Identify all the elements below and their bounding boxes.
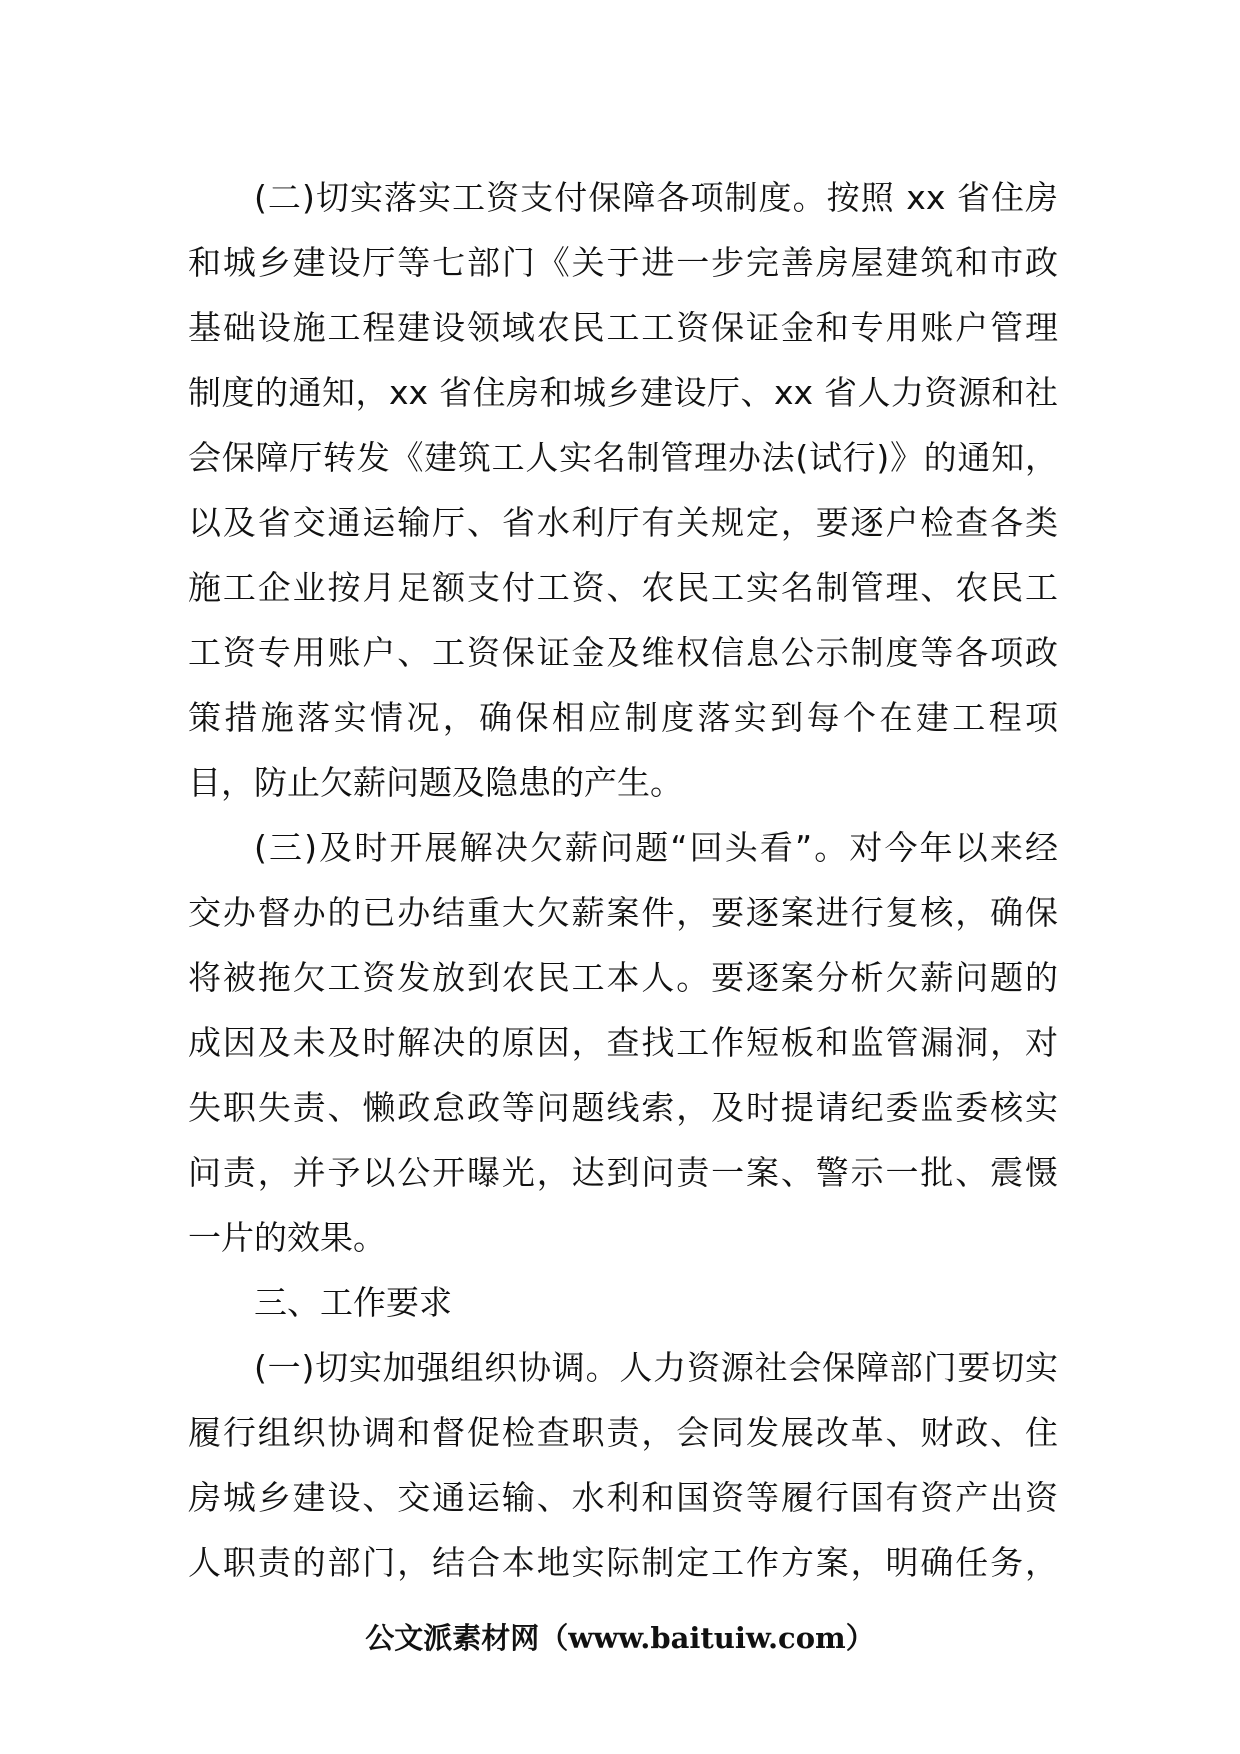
paragraph-line: 目，防止欠薪问题及隐患的产生。 [188,763,683,802]
paragraph-line: 以及省交通运输厅、省水利厅有关规定，要逐户检查各类 [188,503,1058,542]
paragraph-line: 工资专用账户、工资保证金及维权信息公示制度等各项政 [188,633,1058,672]
paragraph-line: (三)及时开展解决欠薪问题“回头看”。对今年以来经 [254,828,1058,867]
paragraph-line: 一片的效果。 [188,1218,386,1257]
paragraph-line: 会保障厅转发《建筑工人实名制管理办法(试行)》的通知， [188,438,1058,477]
document-body [188,165,1058,1595]
paragraph-line: 履行组织协调和督促检查职责，会同发展改革、财政、住 [188,1413,1058,1452]
paragraph-line: 制度的通知，xx 省住房和城乡建设厅、xx 省人力资源和社 [188,373,1058,412]
paragraph-line: 策措施落实情况，确保相应制度落实到每个在建工程项 [188,698,1058,737]
section-heading: 三、工作要求 [254,1283,452,1322]
paragraph-line: 问责，并予以公开曝光，达到问责一案、警示一批、震慑 [188,1153,1058,1192]
paragraph-line: 将被拖欠工资发放到农民工本人。要逐案分析欠薪问题的 [188,958,1058,997]
paragraph-line: 交办督办的已办结重大欠薪案件，要逐案进行复核，确保 [188,893,1058,932]
paragraph-line: 基础设施工程建设领域农民工工资保证金和专用账户管理 [188,308,1058,347]
paragraph-line: 施工企业按月足额支付工资、农民工实名制管理、农民工 [188,568,1058,607]
paragraph-line: 和城乡建设厅等七部门《关于进一步完善房屋建筑和市政 [188,243,1058,282]
paragraph-line: 房城乡建设、交通运输、水利和国资等履行国有资产出资 [188,1478,1058,1517]
paragraph-line: 失职失责、懒政怠政等问题线索，及时提请纪委监委核实 [188,1088,1058,1127]
footer-watermark: 公文派素材网（www.baituiw.com） [365,1621,875,1655]
paragraph-line: 成因及未及时解决的原因，查找工作短板和监管漏洞，对 [188,1023,1058,1062]
paragraph-line: 人职责的部门，结合本地实际制定工作方案，明确任务， [188,1543,1058,1582]
paragraph-line: (一)切实加强组织协调。人力资源社会保障部门要切实 [254,1348,1058,1387]
paragraph-line: (二)切实落实工资支付保障各项制度。按照 xx 省住房 [254,178,1058,217]
